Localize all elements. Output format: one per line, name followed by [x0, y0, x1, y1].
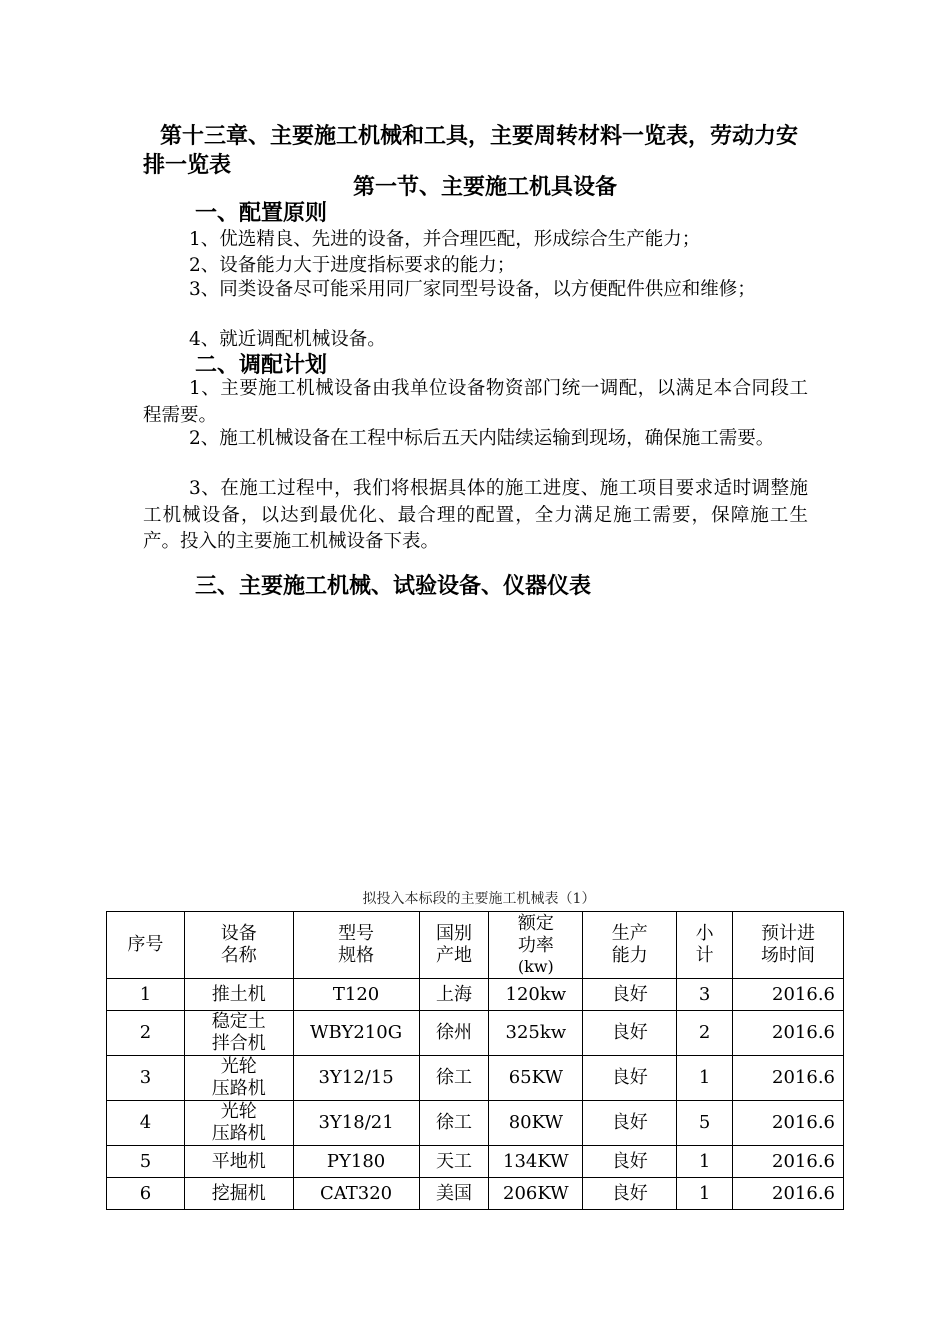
- cell-date: 2016.6: [733, 1146, 844, 1178]
- header-count: 小 计: [677, 912, 733, 979]
- cell-power: 80KW: [489, 1101, 583, 1146]
- cell-capacity: 良好: [583, 1101, 677, 1146]
- cell-date: 2016.6: [733, 979, 844, 1011]
- cell-name: 稳定土 拌合机: [184, 1011, 293, 1056]
- cell-no: 5: [107, 1146, 185, 1178]
- cell-count: 1: [677, 1178, 733, 1210]
- chapter-title: 第十三章、主要施工机械和工具，主要周转材料一览表，劳动力安排一览表: [143, 123, 799, 178]
- cell-count: 1: [677, 1056, 733, 1101]
- cell-count: 3: [677, 979, 733, 1011]
- part1-item: 1、优选精良、先进的设备，并合理匹配，形成综合生产能力；: [189, 229, 701, 250]
- cell-origin: 徐工: [419, 1101, 489, 1146]
- cell-model: PY180: [293, 1146, 419, 1178]
- part1-item: 2、设备能力大于进度指标要求的能力；: [189, 255, 516, 276]
- part2-item: 3、在施工过程中，我们将根据具体的施工进度、施工项目要求适时调整施工机械设备，以达到最优化、最合理的配置，全力满足施工需要，保障施工生产。投入的主要施工机械设备下表。: [143, 478, 808, 552]
- cell-origin: 徐工: [419, 1056, 489, 1101]
- table-row: [107, 979, 844, 1011]
- machinery-table: [106, 911, 844, 1210]
- header-model: 型号 规格: [293, 912, 419, 979]
- cell-capacity: 良好: [583, 979, 677, 1011]
- cell-no: 1: [107, 979, 185, 1011]
- cell-origin: 徐州: [419, 1011, 489, 1056]
- cell-no: 3: [107, 1056, 185, 1101]
- table-header-row: [107, 912, 844, 979]
- cell-origin: 天工: [419, 1146, 489, 1178]
- cell-date: 2016.6: [733, 1178, 844, 1210]
- header-capacity: 生产 能力: [583, 912, 677, 979]
- table-row: [107, 1011, 844, 1056]
- section-title: 第一节、主要施工机具设备: [352, 174, 617, 200]
- cell-no: 6: [107, 1178, 185, 1210]
- part2-item: 1、主要施工机械设备由我单位设备物资部门统一调配，以满足本合同段工程需要。: [143, 378, 808, 426]
- part1-item: 4、就近调配机械设备。: [189, 329, 386, 350]
- cell-power: 65KW: [489, 1056, 583, 1101]
- cell-capacity: 良好: [583, 1146, 677, 1178]
- cell-capacity: 良好: [583, 1056, 677, 1101]
- part3-heading: 三、主要施工机械、试验设备、仪器仪表: [195, 573, 592, 599]
- cell-no: 4: [107, 1101, 185, 1146]
- header-no: 序号: [107, 912, 185, 979]
- cell-power: 134KW: [489, 1146, 583, 1178]
- cell-no: 2: [107, 1011, 185, 1056]
- cell-count: 2: [677, 1011, 733, 1056]
- cell-date: 2016.6: [733, 1101, 844, 1146]
- cell-capacity: 良好: [583, 1011, 677, 1056]
- table-caption: 拟投入本标段的主要施工机械表（1）: [362, 891, 596, 907]
- cell-name: 光轮 压路机: [184, 1056, 293, 1101]
- header-name: 设备 名称: [184, 912, 293, 979]
- table-row: [107, 1178, 844, 1210]
- cell-model: 3Y12/15: [293, 1056, 419, 1101]
- part2-item: 2、施工机械设备在工程中标后五天内陆续运输到现场，确保施工需要。: [189, 428, 775, 449]
- table-row: [107, 1146, 844, 1178]
- table-row: [107, 1056, 844, 1101]
- part1-heading: 一、配置原则: [195, 200, 328, 226]
- cell-origin: 美国: [419, 1178, 489, 1210]
- cell-model: WBY210G: [293, 1011, 419, 1056]
- cell-power: 325kw: [489, 1011, 583, 1056]
- cell-count: 1: [677, 1146, 733, 1178]
- header-power: 额定 功率 (kw): [489, 912, 583, 979]
- cell-power: 206KW: [489, 1178, 583, 1210]
- cell-name: 光轮 压路机: [184, 1101, 293, 1146]
- cell-name: 平地机: [184, 1146, 293, 1178]
- cell-name: 挖掘机: [184, 1178, 293, 1210]
- cell-model: T120: [293, 979, 419, 1011]
- cell-power: 120kw: [489, 979, 583, 1011]
- cell-count: 5: [677, 1101, 733, 1146]
- cell-origin: 上海: [419, 979, 489, 1011]
- header-date: 预计进 场时间: [733, 912, 844, 979]
- part2-heading: 二、调配计划: [195, 352, 328, 378]
- cell-date: 2016.6: [733, 1011, 844, 1056]
- header-origin: 国别 产地: [419, 912, 489, 979]
- cell-model: CAT320: [293, 1178, 419, 1210]
- cell-date: 2016.6: [733, 1056, 844, 1101]
- table-row: [107, 1101, 844, 1146]
- part1-item: 3、同类设备尽可能采用同厂家同型号设备，以方便配件供应和维修；: [189, 279, 756, 300]
- cell-model: 3Y18/21: [293, 1101, 419, 1146]
- cell-capacity: 良好: [583, 1178, 677, 1210]
- cell-name: 推土机: [184, 979, 293, 1011]
